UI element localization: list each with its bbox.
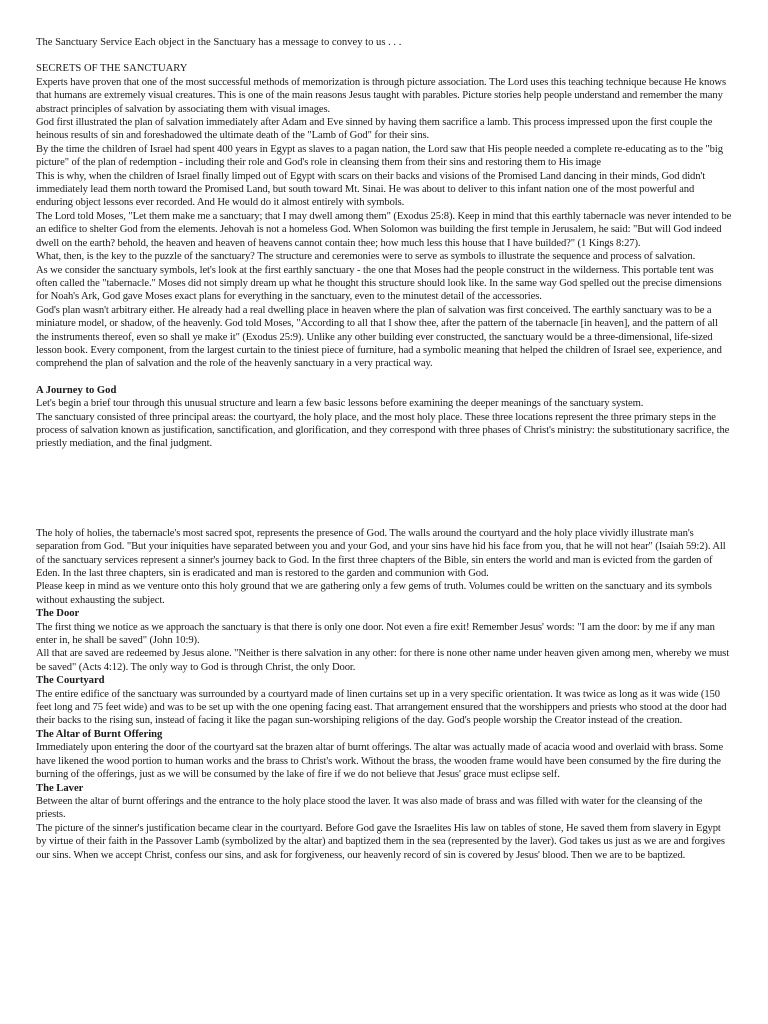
paragraph: What, then, is the key to the puzzle of the sanctuary? The structure and ceremonies were to serve as symbols to illustrate the sequence and process of salvation. — [36, 251, 696, 263]
paragraph: The first thing we notice as we approach the sanctuary is that there is only one door. Not even a fire exit! Remember Jesus' words: "I am the door: by me if any man enter in, he shall be saved" (John 10:9). — [36, 621, 715, 647]
paragraph: This is why, when the children of Israel finally limped out of Egypt with scars on their backs and visions of the Promised Land dancing in their minds, God didn't immediately lead them north toward the Promised Land, but south toward Mt. Sinai. He was about to deliver to this infant nation one of the most powerful and enduring object lessons ever recorded. And He would do it almost entirely with symbols. — [36, 170, 706, 209]
paragraph: The entire edifice of the sanctuary was surrounded by a courtyard made of linen curtains set up in a very specific orientation. It was twice as long as it was wide (150 feet long and 75 feet wide) and was to be set up with the one opening facing east. That arrangement ensured that the worshippers and priests who stood at the door had their backs to the rising sun, instead of facing it like the pagan sun-worshiping religions of the day. God's people worship the Creator instead of the creation. — [36, 688, 727, 727]
paragraph: Experts have proven that one of the most successful methods of memorization is through picture association. The Lord uses this teaching technique because He knows that humans are extremely visual creatures. This is one of the main reasons Jesus taught with parables. Picture stories help people understand and remember the many abstract principles of salvation by associating them with visual images. — [36, 76, 726, 115]
paragraph: The picture of the sinner's justification became clear in the courtyard. Before God gave the Israelites His law on tables of stone, He saved them from slavery in Egypt by virtue of their faith in the Passover Lamb (symbolized by the altar) and baptized them in the sea (represented by the laver). God takes us just as we are and forgives our sins. When we accept Christ, confess our sins, and ask for forgiveness, our heavenly record of sin is covered by Jesus' blood. Then we are to be baptized. — [36, 822, 725, 861]
paragraph: God first illustrated the plan of salvation immediately after Adam and Eve sinned by having them sacrifice a lamb. This process impressed upon the first couple the heinous results of sin and foreshadowed the ultimate death of the "Lamb of God" for their sins. — [36, 117, 713, 142]
section-title-courtyard: The Courtyard — [36, 675, 105, 687]
paragraph: Please keep in mind as we venture onto this holy ground that we are gathering only a few gems of truth. Volumes could be written on the sanctuary and its symbols without exhausting the subject. — [36, 581, 712, 606]
paragraph: Let's begin a brief tour through this unusual structure and learn a few basic lessons before examining the deeper meanings of the sanctuary system. — [36, 398, 644, 410]
section-title-laver: The Laver — [36, 782, 84, 794]
paragraph: The holy of holies, the tabernacle's most sacred spot, represents the presence of God. The walls around the courtyard and the holy place vividly illustrate man's separation from God. "But your iniquities have separated between you and your God, and your sins have hid his face from you, that he will not hear" (Isaiah 59:2). All of the sanctuary services represent a sinner's journey back to God. In the first three chapters of the Bible, sin enters the world and man is evicted from the garden of Eden. In the last three chapters, sin is eradicated and man is restored to the garden and communion with God. — [36, 527, 726, 579]
paragraph: The Lord told Moses, "Let them make me a sanctuary; that I may dwell among them" (Exodus 25:8). Keep in mind that this earthly tabernacle was never intended to be an edifice to shelter God from the elements. Jehovah is not a homeless God. When Solomon was building the first temple in Jerusalem, he said: "But will God indeed dwell on the earth? behold, the heaven and heaven of heavens cannot contain thee; how much less this house that I have builded?" (1 Kings 8:27). — [36, 210, 732, 249]
paragraph: God's plan wasn't arbitrary either. He already had a real dwelling place in heaven where the plan of salvation was first conceived. The earthly sanctuary was to be a miniature model, or shadow, of the heavenly. God told Moses, "According to all that I show thee, after the pattern of the tabernacle [in heaven], and the pattern of all the instruments thereof, even so shall ye make it" (Exodus 25:9). Unlike any other building ever constructed, the sanctuary would be a three-dimensional, life-sized lesson book. Every component, from the largest curtain to the tiniest piece of furniture, had a symbolic meaning that helped the children of Israel see, experience, and comprehend the plan of salvation and the role of the heavenly sanctuary in a very practical way. — [36, 304, 722, 370]
document-page — [36, 36, 732, 862]
paragraph: The sanctuary consisted of three principal areas: the courtyard, the holy place, and the most holy place. These three locations represent the three primary steps in the process of salvation known as justification, sanctification, and glorification, and they correspond with three phases of Christ's ministry: the substitutionary sacrifice, the priestly mediation, and the final judgment. — [36, 411, 730, 450]
paragraph: Between the altar of burnt offerings and the entrance to the holy place stood the laver. It was also made of brass and was filled with water for the cleansing of the priests. — [36, 795, 703, 821]
section-title-altar: The Altar of Burnt Offering — [36, 728, 163, 740]
intro-line: The Sanctuary Service Each object in the Sanctuary has a message to convey to us . . . — [36, 37, 402, 48]
paragraph: Immediately upon entering the door of the courtyard sat the brazen altar of burnt offerings. The altar was actually made of acacia wood and overlaid with brass. Some have likened the wood portion to human works and the brass to Christ's work. Without the brass, the wooden frame would have been consumed by the fire during the burning of the offerings, just as we will be consumed by the lake of fire if we do not believe that Jesus' grace must eclipse self. — [36, 742, 724, 781]
paragraph: As we consider the sanctuary symbols, let's look at the first earthly sanctuary - the one that Moses had the people construct in the wilderness. This portable tent was often called the "tabernacle." Moses did not simply dream up what he thought this structure should look like. In the same way God spelled out the precise dimensions for Noah's Ark, God gave Moses exact plans for everything in the sanctuary, even to the minutest detail of the accessories. — [36, 264, 722, 303]
section-title-secrets: SECRETS OF THE SANCTUARY — [36, 63, 188, 75]
section-title-journey: A Journey to God — [36, 384, 117, 396]
paragraph: By the time the children of Israel had spent 400 years in Egypt as slaves to a pagan nation, the Lord saw that His people needed a complete re-educating as to the "big picture" of the plan of redemption - including their role and God's role in cleansing them from their sins and restoring them to His image — [36, 143, 723, 169]
section-title-door: The Door — [36, 608, 80, 620]
paragraph: All that are saved are redeemed by Jesus alone. "Neither is there salvation in any other: for there is none other name under heaven given among men, whereby we must be saved" (Acts 4:12). The only way to God is through Christ, the only Door. — [36, 648, 730, 673]
